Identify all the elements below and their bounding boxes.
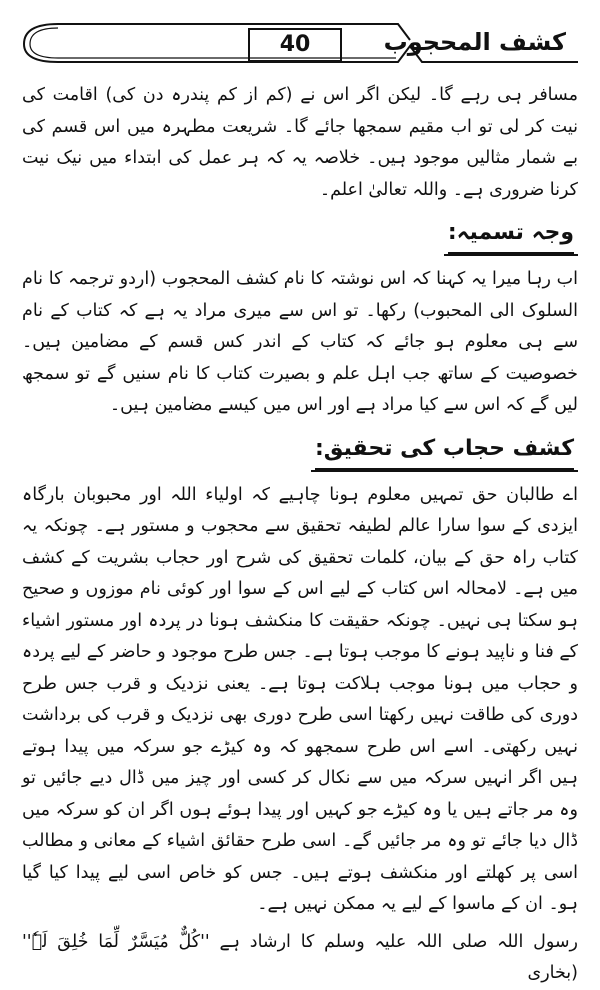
section3-heading-wrap: [22, 432, 578, 472]
page-content: [22, 80, 578, 990]
section2-heading-wrap: [22, 216, 578, 256]
section2-heading: وجہ تسمیہ:: [444, 216, 578, 256]
book-title: کشف المحجوب: [383, 28, 566, 56]
footer-line: رسول اللہ صلی اللہ علیہ وسلم کا ارشاد ہے ''کُلٌّ مُیَسَّرٌ لِّمَا خُلِقَ لَہٗ'' (بخاری: [22, 931, 578, 983]
page-header: [18, 16, 584, 68]
section2-paragraph: اب رہا میرا یہ کہنا کہ اس نوشتہ کا نام کشف المحجوب (اردو ترجمہ کا نام السلوک الی المحبوب) رکھا۔ تو اس سے میری مراد یہ ہے کہ کتاب کے نام سے ہی معلوم ہو جائے کہ کتاب کے اندر کس قسم کے مضامین ہیں۔ خصوصیت کے ساتھ جب اہل علم و بصیرت کتاب کا نام سنیں گے تو سمجھ لیں گے کہ اس سے کیا مراد ہے اور اس میں کیسے مضامین ہیں۔: [22, 269, 578, 415]
section3-heading: کشف حجاب کی تحقیق:: [311, 432, 578, 472]
section3-paragraph: اے طالبان حق تمہیں معلوم ہونا چاہیے کہ اولیاء اللہ اور محبوبان بارگاہ ایزدی کے سوا سارا عالم لطیفہ تحقیق سے محجوب و مستور ہے۔ چونکہ یہ کتاب راہ حق کے بیان، کلمات تحقیق کی شرح اور حجاب بشریت کے کشف میں ہے۔ لامحالہ اس کتاب کے لیے اس کے سوا اور کوئی نام موزوں و صحیح ہو سکتا ہی نہیں۔ چونکہ حقیقت کا منکشف ہونا در پردہ اور مستور اشیاء کے فنا و ناپید ہونے کا موجب ہوتا ہے۔ جس طرح موجود و حاضر کے لیے پردہ و حجاب میں ہونا موجب ہلاکت ہوتا ہے۔ یعنی نزدیک و قرب جس طرح دوری کی طاقت نہیں رکھتا اسی طرح دوری بھی نزدیک و قرب کی برداشت نہیں رکھتی۔ اسے اس طرح سمجھو کہ وہ کیڑے جو سرکہ میں پیدا ہوتے ہیں اگر انہیں سرکہ میں سے نکال کر کسی اور چیز میں ڈال دیے جائیں تو وہ مر جاتے ہیں یا وہ کیڑے جو کہیں اور پیدا ہوئے ہوں اگر ان کو سرکہ میں ڈال دیا جائے تو وہ مر جائیں گے۔ اسی طرح حقائق اشیاء کے معانی و مطالب اسی پر کھلتے اور منکشف ہوتے ہیں۔ جس کو خاص اسی لیے پیدا کیا گیا ہو۔ ان کے ماسوا کے لیے یہ ممکن نہیں ہے۔: [22, 484, 578, 914]
section1-paragraph: مسافر ہی رہے گا۔ لیکن اگر اس نے (کم از کم پندرہ دن کی) اقامت کی نیت کر لی تو اب مقیم سمجھا جائے گا۔ شریعت مطہرہ میں اس قسم کی بے شمار مثالیں موجود ہیں۔ خلاصہ یہ کہ ہر عمل کی ابتداء میں نیک نیت کرنا ضروری ہے۔ واللہ تعالیٰ اعلم۔: [22, 85, 578, 200]
page-number: 40: [248, 28, 342, 62]
